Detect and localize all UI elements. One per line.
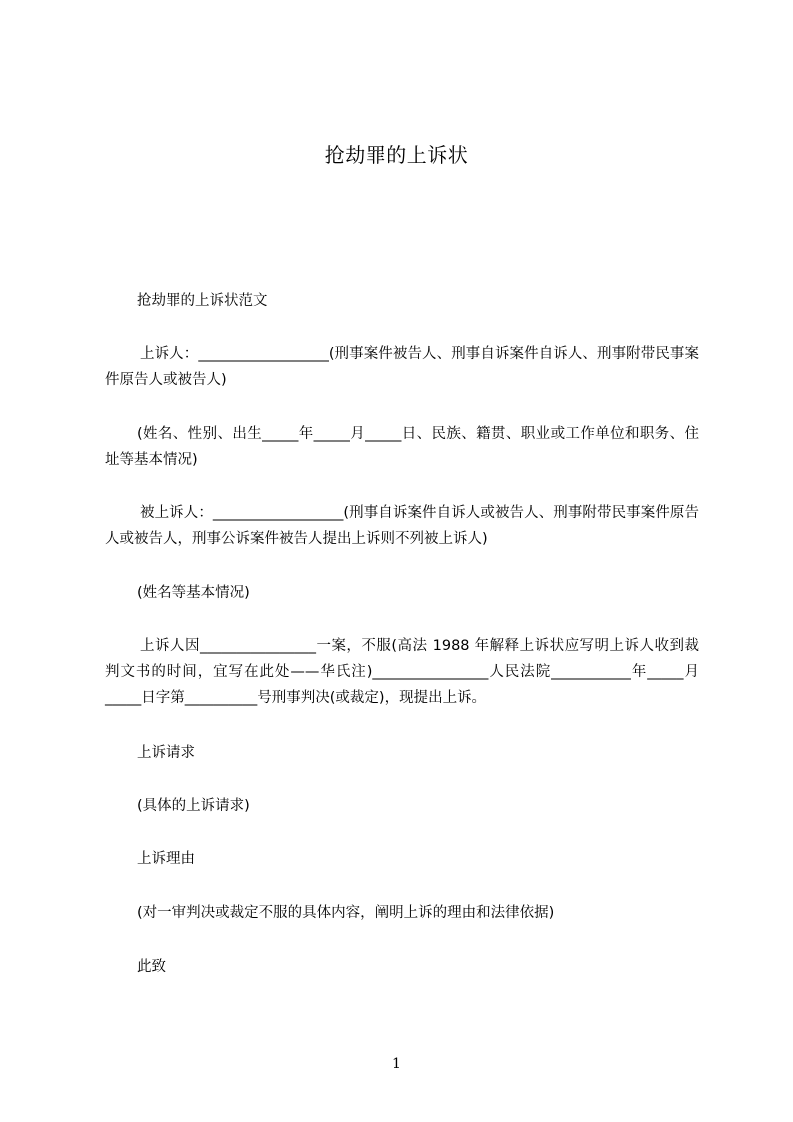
- paragraph-appeal-requests: (具体的上诉请求): [137, 798, 250, 814]
- paragraph-appellant-info: (姓名、性别、出生_____年_____月_____日、民族、籍贯、职业或工作单位和职务、住址等基本情况): [105, 426, 699, 468]
- paragraph-appeal-statement: 上诉人因________________一案，不服(高法 1988 年解释上诉状应写明上诉人收到裁判文书的时间，宜写在此处——华氏注)________________人民法院___________年_____月_____日字第__________号刑事判决(或裁定)，现提出上诉。: [105, 638, 699, 706]
- document-title: 抢劫罪的上诉状: [324, 143, 469, 167]
- paragraph-appellant: 上诉人：__________________(刑事案件被告人、刑事自诉案件自诉人、刑事附带民事案件原告人或被告人): [105, 346, 699, 388]
- paragraph-appellee-info: (姓名等基本情况): [137, 585, 250, 601]
- paragraph-appeal-reasons: (对一审判决或裁定不服的具体内容，阐明上诉的理由和法律依据): [137, 905, 555, 921]
- paragraph-appellee: 被上诉人：__________________(刑事自诉案件自诉人或被告人、刑事附带民事案件原告人或被告人，刑事公诉案件被告人提出上诉则不列被上诉人): [105, 505, 699, 547]
- paragraph-sample-heading: 抢劫罪的上诉状范文: [137, 293, 268, 309]
- heading-appeal-requests: 上诉请求: [137, 745, 195, 761]
- page-number: 1: [392, 1056, 401, 1072]
- heading-appeal-reasons: 上诉理由: [137, 851, 195, 867]
- paragraph-salutation: 此致: [137, 959, 166, 975]
